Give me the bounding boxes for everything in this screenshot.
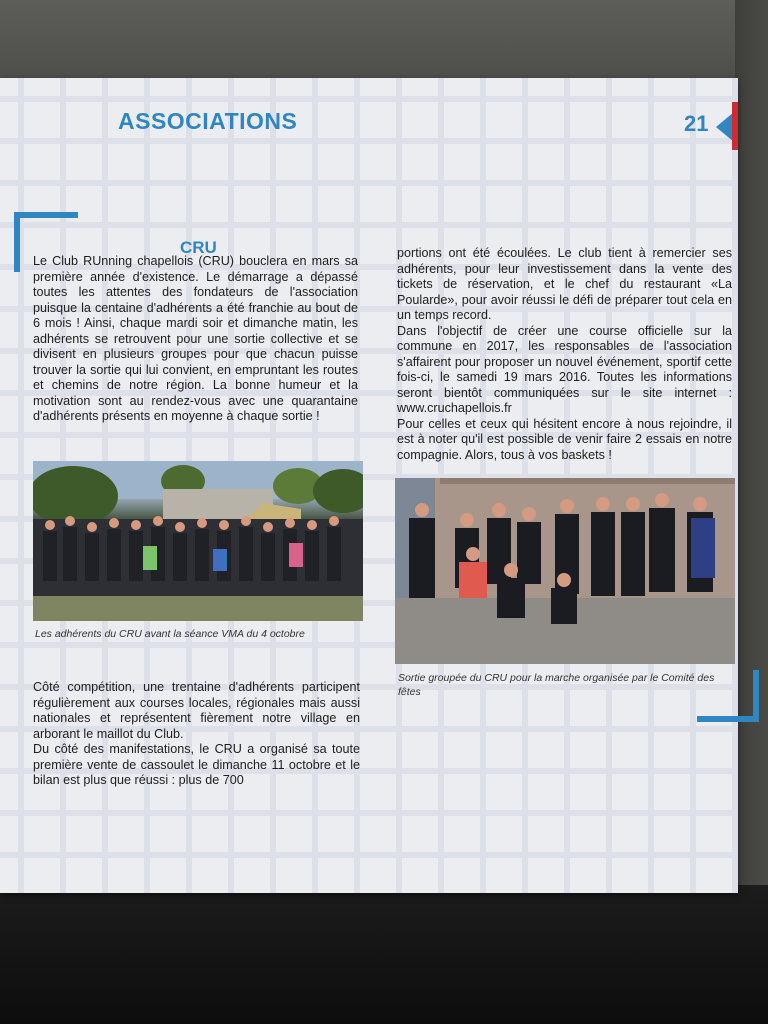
article-paragraph-competition: Côté compétition, une trentaine d'adhérents participent régulièrement aux courses locales, régionales mais aussi nationales et représentent fièrement notre village en arborant le maillot du Club. (33, 680, 360, 741)
group-photo-walk (395, 478, 735, 664)
photo1-caption: Les adhérents du CRU avant la séance VMA du 4 octobre (35, 628, 305, 640)
background-right (735, 0, 768, 1024)
group-photo-vma (33, 461, 363, 621)
red-tab-marker (732, 102, 738, 150)
section-title: ASSOCIATIONS (118, 108, 298, 134)
page-number: 21 (684, 111, 709, 136)
article-paragraph-race: Dans l'objectif de créer une course officielle sur la commune en 2017, les responsables de l'association s'affairent pour proposer un nouvel événement, sportif cette fois-ci, le samedi 19 mars 2016. Toutes les informations seront bientôt communiquées sur le site internet : www.cruchapellois.fr (397, 323, 732, 415)
article-paragraph-intro: Le Club RUnning chapellois (CRU) bouclera en mars sa première année d'existence. Le démarrage a dépassé toutes les attentes des fondateurs de l'association puisque la centaine d'adhérents a été franchie au bout de 6 mois ! Ainsi, chaque mardi soir et dimanche matin, les adhérents se retrouvent pour une sortie collective et se divisent en plusieurs groupes pour que chacun puisse trouver la sortie qui lui convient, en empruntant les routes et chemins de notre région. La bonne humeur et la motivation sont au rendez-vous avec une quarantaine d'adhérents présents en moyenne à chaque sortie ! (33, 254, 358, 423)
article-column2 (397, 246, 732, 463)
article-title: CRU (180, 238, 217, 257)
background-table (0, 885, 768, 1024)
article-paragraph-join: Pour celles et ceux qui hésitent encore à nous rejoindre, il est à noter qu'il est possible de venir faire 2 essais en notre compagnie. Alors, tous à vos baskets ! (397, 416, 732, 462)
photo2-caption: Sortie groupée du CRU pour la marche organisée par le Comité des fêtes (398, 672, 715, 698)
background-top (0, 0, 768, 90)
magazine-page (0, 78, 738, 893)
article-paragraph-thanks: portions ont été écoulées. Le club tient à remercier ses adhérents, pour leur investissement dans la vente des tickets de réservation, et le chef du restaurant «La Poularde», pour avoir réussi le défi de préparer tout cela en un temps record. (397, 246, 732, 322)
article-paragraph-events: Du côté des manifestations, le CRU a organisé sa toute première vente de cassoulet le dimanche 11 octobre et le bilan est plus que réussi : plus de 700 (33, 742, 360, 787)
article-column1-bottom (33, 680, 360, 789)
